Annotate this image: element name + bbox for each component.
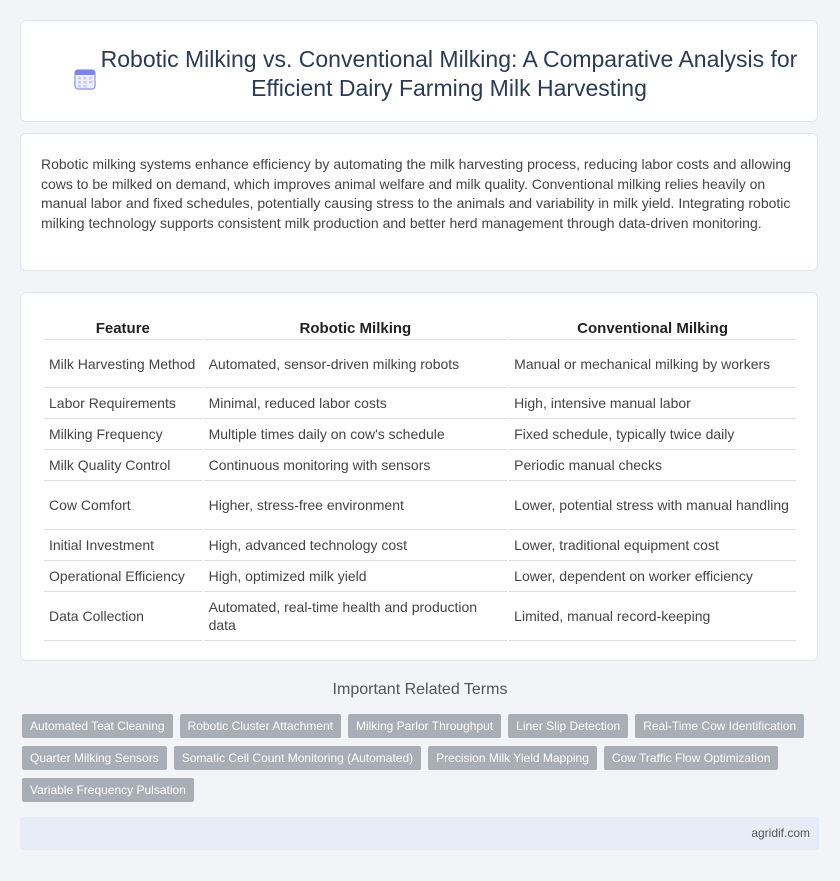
page-title: Robotic Milking vs. Conventional Milking: A Comparative Analysis for Efficient Dairy Farming Milk Harvesting — [100, 46, 798, 101]
footer-site[interactable]: agridif.com — [751, 826, 810, 840]
term-tag[interactable]: Cow Traffic Flow Optimization — [604, 746, 779, 770]
cell-robotic: Multiple times daily on cow's schedule — [204, 419, 508, 450]
cell-robotic: Automated, sensor-driven milking robots — [204, 340, 508, 388]
cell-feature: Milk Quality Control — [44, 450, 202, 481]
term-tag[interactable]: Precision Milk Yield Mapping — [428, 746, 597, 770]
term-tag[interactable]: Milking Parlor Throughput — [348, 714, 501, 738]
footer — [20, 817, 819, 850]
cell-feature: Milk Harvesting Method — [44, 340, 202, 388]
term-tag[interactable]: Real-Time Cow Identification — [635, 714, 804, 738]
table-row — [44, 388, 796, 419]
cell-robotic: Higher, stress-free environment — [204, 481, 508, 530]
cell-feature: Operational Efficiency — [44, 561, 202, 592]
header-robotic: Robotic Milking — [204, 315, 508, 340]
cell-robotic: High, advanced technology cost — [204, 530, 508, 561]
title-card — [20, 20, 818, 122]
cell-feature: Milking Frequency — [44, 419, 202, 450]
term-tag[interactable]: Variable Frequency Pulsation — [22, 778, 194, 802]
term-tag[interactable]: Robotic Cluster Attachment — [180, 714, 341, 738]
table-row — [44, 450, 796, 481]
cell-conventional: Limited, manual record-keeping — [509, 592, 796, 641]
cell-robotic: Minimal, reduced labor costs — [204, 388, 508, 419]
cell-feature: Cow Comfort — [44, 481, 202, 530]
table-row — [44, 419, 796, 450]
cell-conventional: Fixed schedule, typically twice daily — [509, 419, 796, 450]
cell-feature: Labor Requirements — [44, 388, 202, 419]
cell-feature: Data Collection — [44, 592, 202, 641]
table-header-row — [44, 315, 796, 340]
comparison-table-card — [20, 292, 818, 661]
table-row — [44, 592, 796, 641]
summary-card — [20, 133, 818, 271]
table-row — [44, 530, 796, 561]
comparison-table — [42, 315, 798, 641]
summary-text: Robotic milking systems enhance efficiency by automating the milk harvesting process, reducing labor costs and allowing cows to be milked on demand, which improves animal welfare and milk quality. Conventional milking relies heavily on manual labor and fixed schedules, potentially causing stress to the animals and variability in milk yield. Integrating robotic milking technology supports consistent milk production and better herd management through data-driven monitoring. — [41, 156, 791, 231]
term-tag[interactable]: Quarter Milking Sensors — [22, 746, 167, 770]
cell-robotic: Continuous monitoring with sensors — [204, 450, 508, 481]
cell-conventional: Lower, traditional equipment cost — [509, 530, 796, 561]
cell-robotic: High, optimized milk yield — [204, 561, 508, 592]
header-feature: Feature — [44, 315, 202, 340]
table-row — [44, 561, 796, 592]
related-terms-list — [22, 714, 812, 810]
table-row — [44, 340, 796, 388]
header-conventional: Conventional Milking — [509, 315, 796, 340]
cell-conventional: Lower, dependent on worker efficiency — [509, 561, 796, 592]
cell-robotic: Automated, real-time health and production data — [204, 592, 508, 641]
term-tag[interactable]: Somatic Cell Count Monitoring (Automated) — [174, 746, 421, 770]
cell-feature: Initial Investment — [44, 530, 202, 561]
related-terms-title: Important Related Terms — [332, 681, 508, 698]
table-row — [44, 481, 796, 530]
cell-conventional: Lower, potential stress with manual handling — [509, 481, 796, 530]
cell-conventional: High, intensive manual labor — [509, 388, 796, 419]
term-tag[interactable]: Automated Teat Cleaning — [22, 714, 173, 738]
cell-conventional: Manual or mechanical milking by workers — [509, 340, 796, 388]
cell-conventional: Periodic manual checks — [509, 450, 796, 481]
term-tag[interactable]: Liner Slip Detection — [508, 714, 628, 738]
